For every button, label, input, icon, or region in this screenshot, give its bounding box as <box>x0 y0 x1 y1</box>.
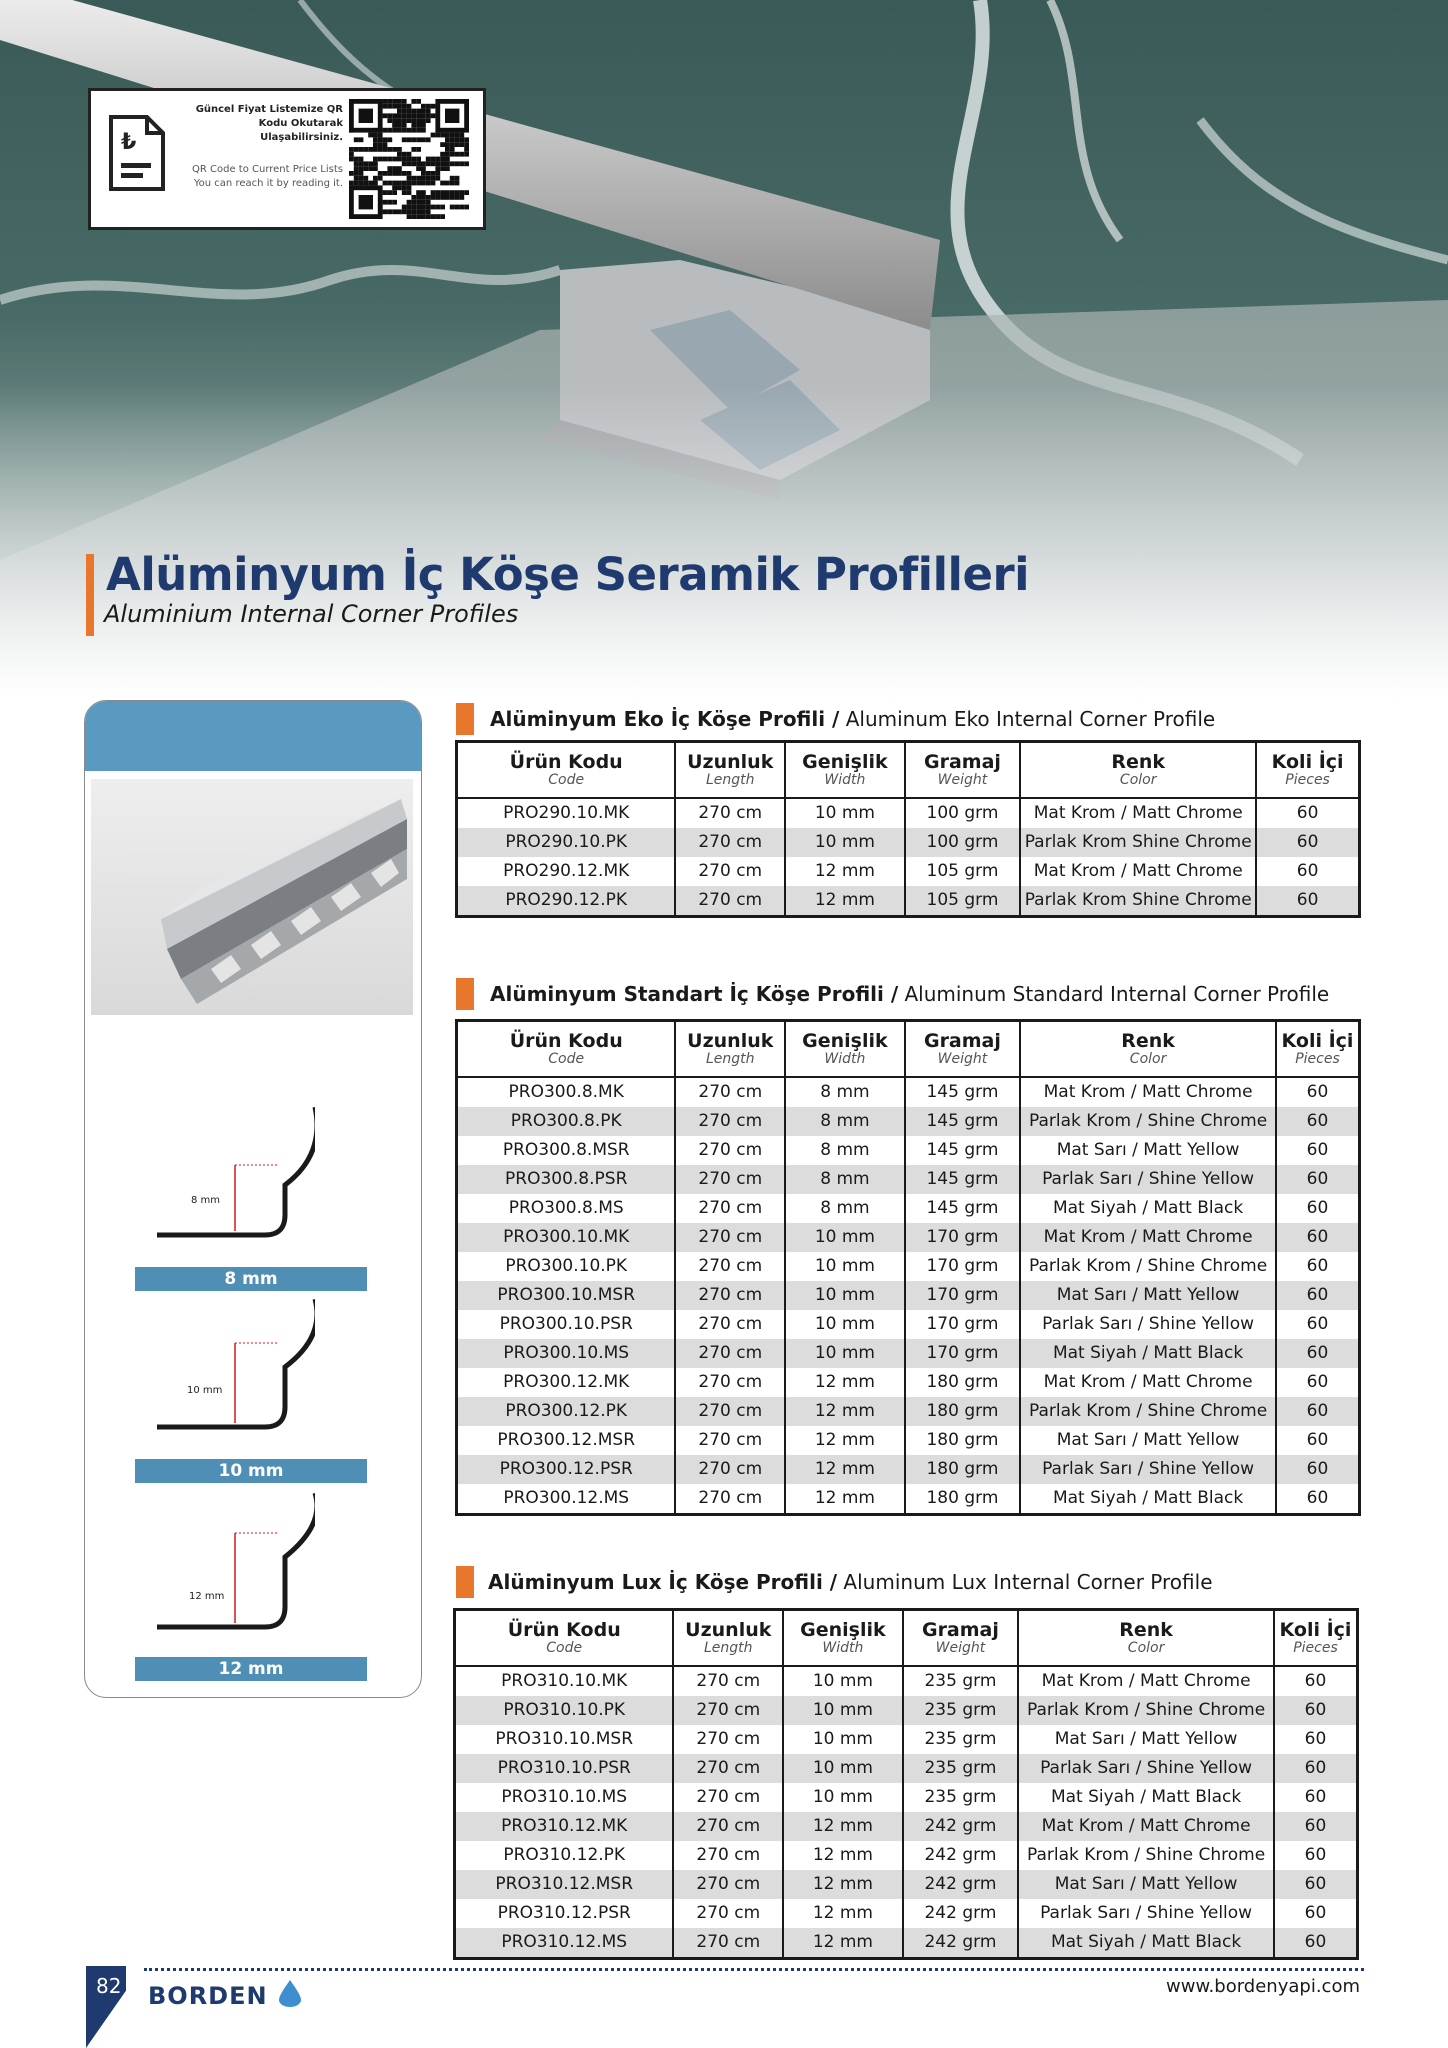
cell-pieces: 60 <box>1276 1281 1360 1310</box>
table-row <box>457 1368 1360 1397</box>
header-weight <box>903 1610 1019 1666</box>
section-lux-marker <box>456 1566 474 1598</box>
section-eko-marker <box>456 703 474 735</box>
table-row <box>457 1455 1360 1484</box>
cell-width: 8 mm <box>785 1136 905 1165</box>
cell-pieces: 60 <box>1274 1783 1358 1812</box>
header-length <box>673 1610 783 1666</box>
borden-logo <box>148 1978 303 2010</box>
cell-width: 10 mm <box>783 1783 903 1812</box>
cell-color: Parlak Sarı / Shine Yellow <box>1020 1165 1276 1194</box>
header-color-en: Color <box>1119 771 1157 788</box>
qr-code[interactable] <box>349 99 469 219</box>
cell-pieces: 60 <box>1276 1455 1360 1484</box>
cell-code: PRO300.12.PSR <box>457 1455 676 1484</box>
cell-pieces: 60 <box>1276 1223 1360 1252</box>
cell-length: 270 cm <box>675 1426 785 1455</box>
header-code <box>457 742 676 798</box>
cell-length: 270 cm <box>675 1136 785 1165</box>
cell-length: 270 cm <box>675 1107 785 1136</box>
header-length-en: Length <box>705 771 755 788</box>
cell-length: 270 cm <box>673 1870 783 1899</box>
profile-8mm-drawing <box>155 1105 315 1239</box>
header-pieces-tr: Koli İçi <box>1281 1029 1354 1052</box>
cell-pieces: 60 <box>1276 1165 1360 1194</box>
cell-length: 270 cm <box>675 1194 785 1223</box>
table-row <box>455 1928 1358 1959</box>
cell-length: 270 cm <box>675 1368 785 1397</box>
profile-12mm-drawing <box>155 1491 315 1631</box>
cell-length: 270 cm <box>673 1696 783 1725</box>
table-row <box>457 1223 1360 1252</box>
cell-code: PRO300.8.MS <box>457 1194 676 1223</box>
cell-width: 12 mm <box>785 1397 905 1426</box>
cell-color: Parlak Sarı / Shine Yellow <box>1020 1310 1276 1339</box>
cell-width: 12 mm <box>783 1928 903 1959</box>
cell-color: Mat Siyah / Matt Black <box>1018 1928 1274 1959</box>
cell-weight: 145 grm <box>905 1077 1021 1107</box>
cell-pieces: 60 <box>1276 1194 1360 1223</box>
table-row <box>457 1426 1360 1455</box>
cell-code: PRO300.8.MSR <box>457 1136 676 1165</box>
cell-width: 8 mm <box>785 1077 905 1107</box>
table-row <box>455 1783 1358 1812</box>
cell-width: 10 mm <box>785 1339 905 1368</box>
cell-pieces: 60 <box>1276 1426 1360 1455</box>
cell-length: 270 cm <box>673 1812 783 1841</box>
header-color-tr: Renk <box>1121 1029 1175 1052</box>
cell-pieces: 60 <box>1276 1339 1360 1368</box>
cell-color: Parlak Krom / Shine Chrome <box>1020 1107 1276 1136</box>
cell-weight: 170 grm <box>905 1339 1021 1368</box>
header-weight-en: Weight <box>935 1639 986 1656</box>
cell-weight: 242 grm <box>903 1870 1019 1899</box>
table-row <box>455 1899 1358 1928</box>
table-row <box>457 1077 1360 1107</box>
cell-width: 12 mm <box>785 886 905 917</box>
header-width-tr: Genişlik <box>802 1029 888 1052</box>
cell-pieces: 60 <box>1274 1666 1358 1696</box>
cell-length: 270 cm <box>675 1397 785 1426</box>
cell-pieces: 60 <box>1256 857 1359 886</box>
table-row <box>457 1484 1360 1515</box>
cell-width: 10 mm <box>785 1281 905 1310</box>
cell-width: 10 mm <box>783 1696 903 1725</box>
table-row <box>457 1310 1360 1339</box>
cell-length: 270 cm <box>673 1928 783 1959</box>
cell-color: Parlak Krom Shine Chrome <box>1020 828 1256 857</box>
cell-pieces: 60 <box>1276 1368 1360 1397</box>
cell-weight: 180 grm <box>905 1368 1021 1397</box>
cell-pieces: 60 <box>1276 1077 1360 1107</box>
header-color <box>1020 742 1256 798</box>
header-color <box>1020 1021 1276 1077</box>
cell-code: PRO310.10.MS <box>455 1783 674 1812</box>
cell-code: PRO300.10.MK <box>457 1223 676 1252</box>
cell-weight: 235 grm <box>903 1696 1019 1725</box>
header-code-tr: Ürün Kodu <box>509 1029 623 1052</box>
cell-weight: 180 grm <box>905 1484 1021 1515</box>
title-accent-bar <box>86 554 94 636</box>
website-link[interactable]: www.bordenyapi.com <box>1166 1976 1360 1997</box>
header-length-tr: Uzunluk <box>687 750 774 773</box>
qr-info-box <box>88 88 486 230</box>
cell-width: 10 mm <box>785 828 905 857</box>
cell-length: 270 cm <box>675 1223 785 1252</box>
section-standard-title: Alüminyum Standart İç Köşe Profili / Aluminum Standard Internal Corner Profile <box>490 982 1330 1006</box>
header-color-en: Color <box>1127 1639 1165 1656</box>
table-row <box>455 1666 1358 1696</box>
cell-color: Mat Krom / Matt Chrome <box>1018 1666 1274 1696</box>
cell-pieces: 60 <box>1274 1812 1358 1841</box>
cell-color: Mat Siyah / Matt Black <box>1020 1194 1276 1223</box>
header-length <box>675 742 785 798</box>
cell-pieces: 60 <box>1256 828 1359 857</box>
qr-text-turkish: Güncel Fiyat Listemize QR Kodu Okutarak Ulaşabilirsiniz. <box>195 104 343 143</box>
cell-weight: 170 grm <box>905 1281 1021 1310</box>
cell-color: Mat Sarı / Matt Yellow <box>1020 1426 1276 1455</box>
cell-width: 10 mm <box>783 1666 903 1696</box>
cell-width: 10 mm <box>785 798 905 828</box>
profile-10mm-drawing <box>155 1297 315 1431</box>
cell-color: Parlak Krom / Shine Chrome <box>1018 1841 1274 1870</box>
cell-length: 270 cm <box>675 1310 785 1339</box>
header-width-en: Width <box>824 1050 866 1067</box>
table-row <box>455 1870 1358 1899</box>
header-pieces <box>1256 742 1359 798</box>
table-row <box>457 1136 1360 1165</box>
header-weight-en: Weight <box>937 771 988 788</box>
cell-color: Mat Sarı / Matt Yellow <box>1018 1870 1274 1899</box>
cell-length: 270 cm <box>673 1725 783 1754</box>
header-width-tr: Genişlik <box>800 1618 886 1641</box>
cell-pieces: 60 <box>1274 1725 1358 1754</box>
cell-width: 10 mm <box>785 1310 905 1339</box>
cell-pieces: 60 <box>1256 886 1359 917</box>
cell-width: 12 mm <box>785 1484 905 1515</box>
cell-width: 12 mm <box>783 1812 903 1841</box>
cell-length: 270 cm <box>673 1841 783 1870</box>
header-pieces-tr: Koli İçi <box>1279 1618 1352 1641</box>
cell-weight: 100 grm <box>905 828 1021 857</box>
cell-weight: 105 grm <box>905 857 1021 886</box>
cell-code: PRO300.10.MSR <box>457 1281 676 1310</box>
cell-length: 270 cm <box>675 1339 785 1368</box>
cell-length: 270 cm <box>675 857 785 886</box>
header-weight <box>905 1021 1021 1077</box>
cell-pieces: 60 <box>1274 1928 1358 1959</box>
header-pieces-en: Pieces <box>1285 771 1330 788</box>
cell-pieces: 60 <box>1276 1107 1360 1136</box>
cell-code: PRO300.10.MS <box>457 1339 676 1368</box>
cell-pieces: 60 <box>1276 1484 1360 1515</box>
cell-code: PRO310.12.MS <box>455 1928 674 1959</box>
cell-weight: 235 grm <box>903 1666 1019 1696</box>
cell-color: Mat Krom / Matt Chrome <box>1020 1077 1276 1107</box>
cell-code: PRO290.12.MK <box>457 857 676 886</box>
table-row <box>457 828 1360 857</box>
header-length-tr: Uzunluk <box>687 1029 774 1052</box>
cell-width: 12 mm <box>785 1368 905 1397</box>
cell-code: PRO310.10.MK <box>455 1666 674 1696</box>
cell-width: 12 mm <box>783 1870 903 1899</box>
dim-12mm-label: 12 mm <box>135 1657 367 1681</box>
cell-code: PRO300.8.PSR <box>457 1165 676 1194</box>
header-weight <box>905 742 1021 798</box>
cell-color: Parlak Krom / Shine Chrome <box>1020 1252 1276 1281</box>
cell-pieces: 60 <box>1276 1136 1360 1165</box>
table-row <box>457 886 1360 917</box>
cell-pieces: 60 <box>1274 1754 1358 1783</box>
section-eko-title: Alüminyum Eko İç Köşe Profili / Aluminum Eko Internal Corner Profile <box>490 707 1216 731</box>
side-card-header <box>85 701 421 771</box>
cell-pieces: 60 <box>1276 1252 1360 1281</box>
cell-pieces: 60 <box>1274 1870 1358 1899</box>
header-length-en: Length <box>704 1639 753 1656</box>
cell-length: 270 cm <box>675 1252 785 1281</box>
cell-code: PRO310.12.PSR <box>455 1899 674 1928</box>
cell-weight: 180 grm <box>905 1455 1021 1484</box>
cell-width: 8 mm <box>785 1107 905 1136</box>
page-title: Alüminyum İç Köşe Seramik Profilleri <box>106 548 1030 601</box>
cell-weight: 145 grm <box>905 1165 1021 1194</box>
cell-length: 270 cm <box>675 1165 785 1194</box>
cell-color: Mat Krom / Matt Chrome <box>1020 1223 1276 1252</box>
dim-8mm-label: 8 mm <box>135 1267 367 1291</box>
cell-length: 270 cm <box>675 886 785 917</box>
cell-length: 270 cm <box>673 1899 783 1928</box>
cell-pieces: 60 <box>1274 1696 1358 1725</box>
header-weight-en: Weight <box>937 1050 988 1067</box>
cell-weight: 170 grm <box>905 1252 1021 1281</box>
table-row <box>455 1812 1358 1841</box>
cell-color: Mat Krom / Matt Chrome <box>1020 798 1256 828</box>
cell-pieces: 60 <box>1274 1841 1358 1870</box>
table-row <box>457 1252 1360 1281</box>
header-code-en: Code <box>548 771 585 788</box>
header-width-en: Width <box>822 1639 864 1656</box>
header-width-en: Width <box>824 771 866 788</box>
table-eko <box>455 740 1361 918</box>
cell-weight: 242 grm <box>903 1812 1019 1841</box>
table-row <box>457 798 1360 828</box>
header-pieces <box>1276 1021 1360 1077</box>
header-pieces-en: Pieces <box>1293 1639 1338 1656</box>
header-width <box>785 742 905 798</box>
cell-length: 270 cm <box>673 1666 783 1696</box>
cell-code: PRO290.10.PK <box>457 828 676 857</box>
table-row <box>455 1696 1358 1725</box>
cell-width: 12 mm <box>785 1426 905 1455</box>
cell-color: Parlak Krom Shine Chrome <box>1020 886 1256 917</box>
cell-color: Mat Krom / Matt Chrome <box>1020 1368 1276 1397</box>
cell-width: 12 mm <box>783 1899 903 1928</box>
footer-divider <box>144 1968 1364 1971</box>
cell-pieces: 60 <box>1256 798 1359 828</box>
cell-color: Mat Siyah / Matt Black <box>1020 1484 1276 1515</box>
profile-product-photo <box>91 779 413 1015</box>
header-length <box>675 1021 785 1077</box>
table-row <box>455 1754 1358 1783</box>
dim-8mm-small: 8 mm <box>191 1195 221 1206</box>
cell-weight: 145 grm <box>905 1136 1021 1165</box>
header-length-en: Length <box>706 1050 755 1067</box>
cell-length: 270 cm <box>673 1754 783 1783</box>
header-width <box>783 1610 903 1666</box>
cell-weight: 105 grm <box>905 886 1021 917</box>
cell-code: PRO310.12.MK <box>455 1812 674 1841</box>
cell-width: 12 mm <box>785 857 905 886</box>
cell-pieces: 60 <box>1276 1397 1360 1426</box>
price-list-document-icon <box>107 113 167 193</box>
header-color-tr: Renk <box>1119 1618 1173 1641</box>
table-row <box>457 1397 1360 1426</box>
cell-color: Mat Siyah / Matt Black <box>1018 1783 1274 1812</box>
header-code-en: Code <box>546 1639 583 1656</box>
header-code-tr: Ürün Kodu <box>507 1618 621 1641</box>
cell-width: 8 mm <box>785 1165 905 1194</box>
table-row <box>455 1725 1358 1754</box>
cell-code: PRO290.12.PK <box>457 886 676 917</box>
cell-color: Parlak Sarı / Shine Yellow <box>1018 1899 1274 1928</box>
cell-weight: 235 grm <box>903 1783 1019 1812</box>
cell-code: PRO300.12.MSR <box>457 1426 676 1455</box>
water-drop-icon <box>277 1978 303 2008</box>
header-code <box>457 1021 676 1077</box>
header-color <box>1018 1610 1274 1666</box>
cell-weight: 242 grm <box>903 1928 1019 1959</box>
cell-width: 12 mm <box>783 1841 903 1870</box>
header-weight-tr: Gramaj <box>921 1618 999 1641</box>
cell-color: Parlak Krom / Shine Chrome <box>1018 1696 1274 1725</box>
section-lux-title: Alüminyum Lux İç Köşe Profili / Aluminum Lux Internal Corner Profile <box>488 1570 1213 1594</box>
header-weight-tr: Gramaj <box>923 1029 1001 1052</box>
cell-length: 270 cm <box>673 1783 783 1812</box>
dim-12mm-small: 12 mm <box>189 1591 225 1602</box>
cell-color: Mat Sarı / Matt Yellow <box>1020 1136 1276 1165</box>
cell-length: 270 cm <box>675 798 785 828</box>
cell-color: Parlak Krom / Shine Chrome <box>1020 1397 1276 1426</box>
cell-code: PRO310.10.PK <box>455 1696 674 1725</box>
cell-width: 10 mm <box>785 1223 905 1252</box>
cell-length: 270 cm <box>675 1455 785 1484</box>
cell-color: Mat Krom / Matt Chrome <box>1018 1812 1274 1841</box>
header-code-tr: Ürün Kodu <box>509 750 623 773</box>
page-number: 82 <box>96 1974 122 1998</box>
cell-length: 270 cm <box>675 828 785 857</box>
cell-weight: 170 grm <box>905 1223 1021 1252</box>
header-weight-tr: Gramaj <box>924 750 1001 773</box>
cell-code: PRO300.10.PSR <box>457 1310 676 1339</box>
cell-code: PRO290.10.MK <box>457 798 676 828</box>
cell-weight: 145 grm <box>905 1107 1021 1136</box>
cell-code: PRO300.8.MK <box>457 1077 676 1107</box>
cell-weight: 145 grm <box>905 1194 1021 1223</box>
header-color-tr: Renk <box>1111 750 1166 773</box>
table-row <box>457 1339 1360 1368</box>
cell-width: 10 mm <box>783 1754 903 1783</box>
header-width-tr: Genişlik <box>802 750 888 773</box>
cell-pieces: 60 <box>1274 1899 1358 1928</box>
dim-10mm-small: 10 mm <box>187 1385 223 1396</box>
header-code <box>455 1610 674 1666</box>
cell-color: Parlak Sarı / Shine Yellow <box>1020 1455 1276 1484</box>
table-lux <box>453 1608 1359 1960</box>
cell-weight: 235 grm <box>903 1725 1019 1754</box>
cell-length: 270 cm <box>675 1281 785 1310</box>
cell-code: PRO300.12.MS <box>457 1484 676 1515</box>
table-row <box>457 1107 1360 1136</box>
table-row <box>457 1281 1360 1310</box>
cell-code: PRO310.10.MSR <box>455 1725 674 1754</box>
cell-length: 270 cm <box>675 1077 785 1107</box>
dim-10mm-label: 10 mm <box>135 1459 367 1483</box>
cell-color: Mat Sarı / Matt Yellow <box>1020 1281 1276 1310</box>
cell-width: 10 mm <box>783 1725 903 1754</box>
cell-code: PRO300.12.PK <box>457 1397 676 1426</box>
header-pieces-tr: Koli İçi <box>1271 750 1344 773</box>
table-row <box>457 1194 1360 1223</box>
cell-color: Parlak Sarı / Shine Yellow <box>1018 1754 1274 1783</box>
cell-width: 8 mm <box>785 1194 905 1223</box>
logo-text: BORDEN <box>148 1982 268 2010</box>
cell-weight: 100 grm <box>905 798 1021 828</box>
cell-pieces: 60 <box>1276 1310 1360 1339</box>
cell-code: PRO300.10.PK <box>457 1252 676 1281</box>
header-pieces-en: Pieces <box>1295 1050 1340 1067</box>
cell-weight: 180 grm <box>905 1426 1021 1455</box>
table-row <box>455 1841 1358 1870</box>
header-pieces <box>1274 1610 1358 1666</box>
qr-text-english: QR Code to Current Price Lists You can reach it by reading it. <box>192 164 343 189</box>
header-length-tr: Uzunluk <box>685 1618 772 1641</box>
cell-code: PRO300.8.PK <box>457 1107 676 1136</box>
cell-length: 270 cm <box>675 1484 785 1515</box>
cell-color: Mat Sarı / Matt Yellow <box>1018 1725 1274 1754</box>
cell-weight: 242 grm <box>903 1841 1019 1870</box>
cell-code: PRO310.12.PK <box>455 1841 674 1870</box>
header-color-en: Color <box>1129 1050 1167 1067</box>
cell-weight: 170 grm <box>905 1310 1021 1339</box>
cell-color: Mat Siyah / Matt Black <box>1020 1339 1276 1368</box>
section-standard-marker <box>456 978 474 1010</box>
page-subtitle: Aluminium Internal Corner Profiles <box>104 600 519 628</box>
table-row <box>457 857 1360 886</box>
cell-width: 10 mm <box>785 1252 905 1281</box>
profile-side-card <box>84 700 422 1698</box>
cell-code: PRO310.12.MSR <box>455 1870 674 1899</box>
cell-width: 12 mm <box>785 1455 905 1484</box>
cell-weight: 235 grm <box>903 1754 1019 1783</box>
svg-text:₺: ₺ <box>121 130 137 155</box>
header-code-en: Code <box>548 1050 585 1067</box>
cell-color: Mat Krom / Matt Chrome <box>1020 857 1256 886</box>
cell-weight: 180 grm <box>905 1397 1021 1426</box>
cell-weight: 242 grm <box>903 1899 1019 1928</box>
table-standard <box>455 1019 1361 1516</box>
header-width <box>785 1021 905 1077</box>
table-row <box>457 1165 1360 1194</box>
cell-code: PRO300.12.MK <box>457 1368 676 1397</box>
cell-code: PRO310.10.PSR <box>455 1754 674 1783</box>
